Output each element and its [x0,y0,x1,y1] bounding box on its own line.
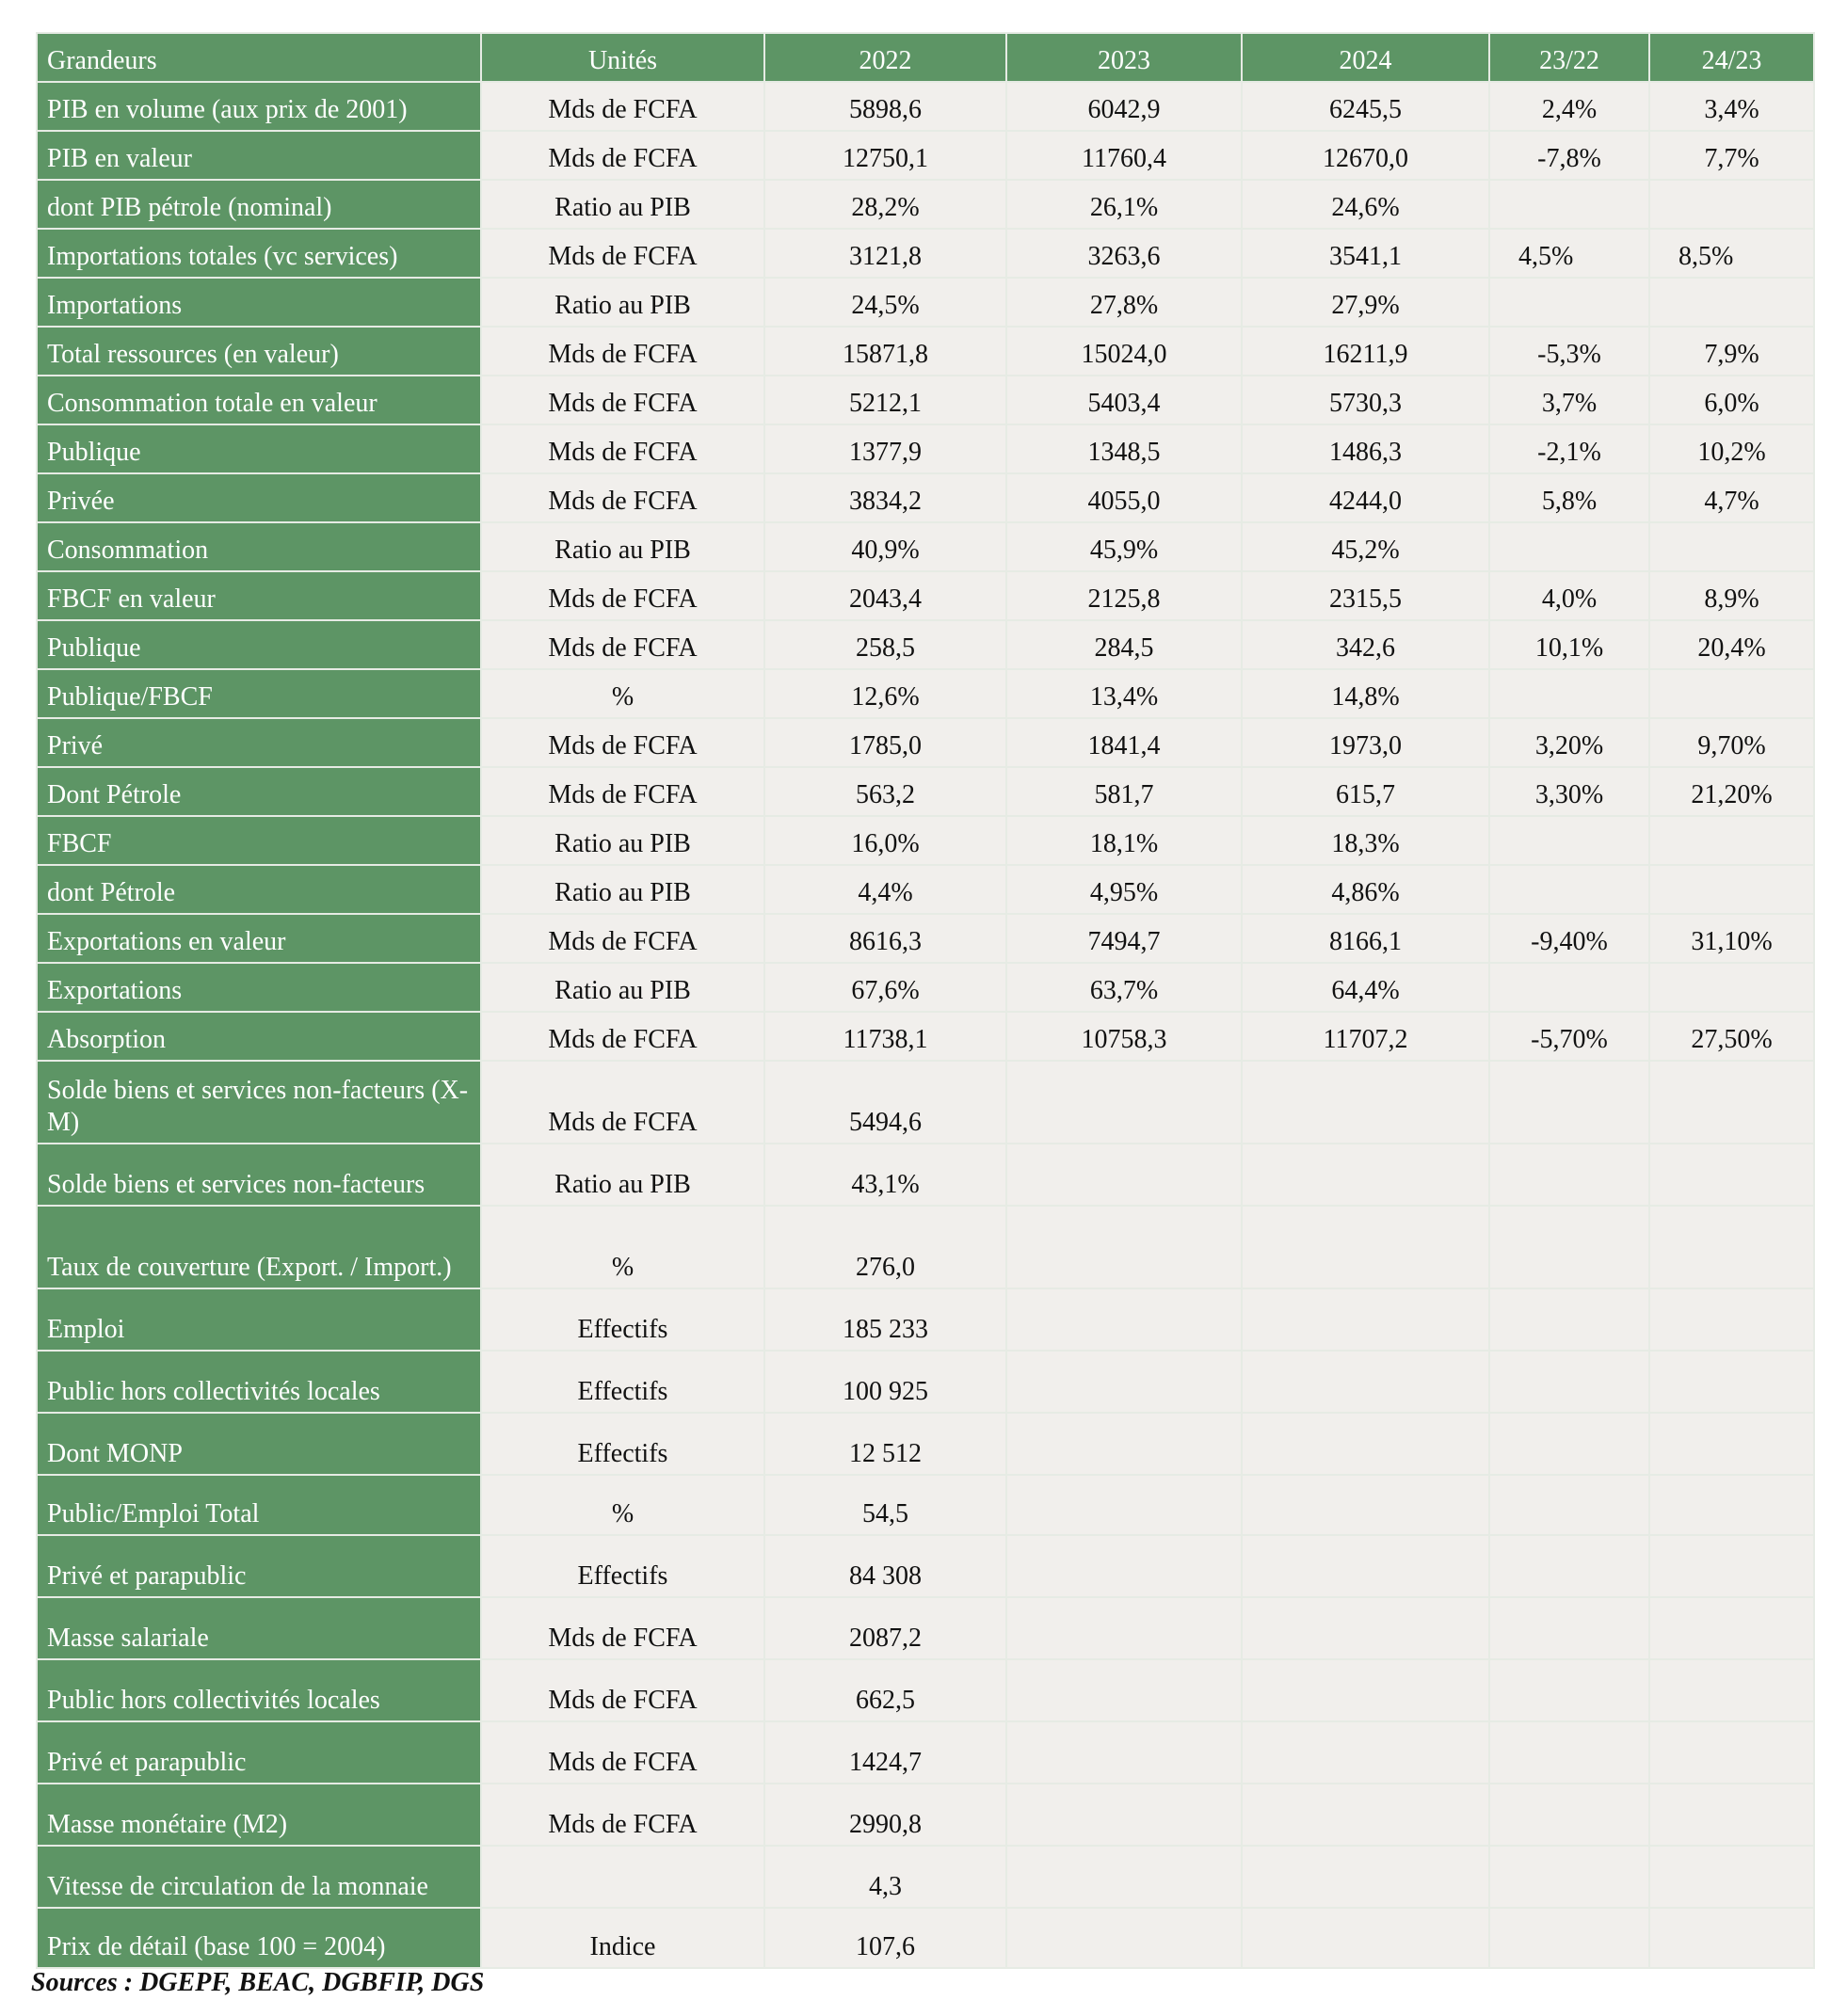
value-cell [1649,1351,1814,1413]
value-cell: 1486,3 [1242,424,1489,473]
value-cell: 5,8% [1489,473,1649,522]
unit-cell: Mds de FCFA [481,1061,764,1144]
value-cell [1006,1475,1242,1535]
value-cell [1242,1721,1489,1784]
value-cell [1489,1597,1649,1659]
table-row [37,1413,1814,1475]
unit-cell: Mds de FCFA [481,424,764,473]
value-cell [1489,1659,1649,1721]
value-cell: 8616,3 [764,914,1006,963]
table-row [37,669,1814,718]
table-row [37,424,1814,473]
value-cell: 12670,0 [1242,131,1489,180]
unit-cell: Mds de FCFA [481,718,764,767]
unit-cell: Ratio au PIB [481,1144,764,1206]
row-label-cell: Dont Pétrole [37,767,481,816]
value-cell [1006,1597,1242,1659]
value-cell [1489,1144,1649,1206]
table-row [37,571,1814,620]
unit-cell: Mds de FCFA [481,571,764,620]
value-cell: 12 512 [764,1413,1006,1475]
row-label-cell: Emploi [37,1288,481,1351]
value-cell: 3,4% [1649,82,1814,131]
value-cell: 21,20% [1649,767,1814,816]
row-label-cell: Prix de détail (base 100 = 2004) [37,1908,481,1968]
row-label-cell: Taux de couverture (Export. / Import.) [37,1206,481,1288]
value-cell: 8,9% [1649,571,1814,620]
value-cell: 2125,8 [1006,571,1242,620]
value-cell: 4,7% [1649,473,1814,522]
value-cell [1649,963,1814,1012]
value-cell [1242,1659,1489,1721]
table-header-row [37,33,1814,82]
table-row [37,718,1814,767]
value-cell: 1424,7 [764,1721,1006,1784]
value-cell: 2043,4 [764,571,1006,620]
unit-cell: Mds de FCFA [481,473,764,522]
table-row [37,1288,1814,1351]
value-cell: 40,9% [764,522,1006,571]
value-cell [1649,1908,1814,1968]
row-label-cell: Importations totales (vc services) [37,229,481,278]
value-cell [1242,1475,1489,1535]
row-label-cell: Solde biens et services non-facteurs [37,1144,481,1206]
table-row [37,1351,1814,1413]
value-cell: 63,7% [1006,963,1242,1012]
value-cell [1649,1846,1814,1908]
value-cell [1489,865,1649,914]
table-row [37,865,1814,914]
value-cell: 3,7% [1489,376,1649,424]
value-cell: 27,50% [1649,1012,1814,1061]
value-cell: 6,0% [1649,376,1814,424]
row-label-cell: PIB en valeur [37,131,481,180]
value-cell: 45,2% [1242,522,1489,571]
value-cell [1489,1784,1649,1846]
unit-cell: Mds de FCFA [481,1784,764,1846]
value-cell: 7,7% [1649,131,1814,180]
value-cell [1242,1784,1489,1846]
value-cell: 5212,1 [764,376,1006,424]
unit-cell: Ratio au PIB [481,278,764,327]
value-cell: 12750,1 [764,131,1006,180]
value-cell: 45,9% [1006,522,1242,571]
value-cell [1242,1535,1489,1597]
unit-cell: Mds de FCFA [481,131,764,180]
value-cell [1649,1659,1814,1721]
unit-cell: Mds de FCFA [481,229,764,278]
header-cell: Unités [481,33,764,82]
value-cell [1649,1535,1814,1597]
unit-cell: Mds de FCFA [481,1659,764,1721]
header-cell: 2023 [1006,33,1242,82]
row-label-cell: Exportations en valeur [37,914,481,963]
unit-cell: Indice [481,1908,764,1968]
header-cell: Grandeurs [37,33,481,82]
value-cell [1006,1721,1242,1784]
value-cell [1489,1721,1649,1784]
value-cell: 276,0 [764,1206,1006,1288]
value-cell: 16,0% [764,816,1006,865]
value-cell [1649,1721,1814,1784]
value-cell: 15024,0 [1006,327,1242,376]
value-cell [1006,1351,1242,1413]
value-cell [1489,816,1649,865]
value-cell: 24,5% [764,278,1006,327]
table-row [37,1721,1814,1784]
value-cell: 5494,6 [764,1061,1006,1144]
value-cell: 563,2 [764,767,1006,816]
value-cell: 4,0% [1489,571,1649,620]
unit-cell: Effectifs [481,1413,764,1475]
value-cell: 24,6% [1242,180,1489,229]
value-cell: 15871,8 [764,327,1006,376]
value-cell: 8166,1 [1242,914,1489,963]
row-label-cell: dont PIB pétrole (nominal) [37,180,481,229]
value-cell: 4055,0 [1006,473,1242,522]
row-label-cell: Public/Emploi Total [37,1475,481,1535]
table-row [37,1659,1814,1721]
row-label-cell: Dont MONP [37,1413,481,1475]
value-cell: 67,6% [764,963,1006,1012]
value-cell: 12,6% [764,669,1006,718]
value-cell: 54,5 [764,1475,1006,1535]
unit-cell [481,1846,764,1908]
value-cell: 1348,5 [1006,424,1242,473]
value-cell [1649,1413,1814,1475]
value-cell: 18,3% [1242,816,1489,865]
value-cell [1649,865,1814,914]
unit-cell: Mds de FCFA [481,327,764,376]
table-row [37,1597,1814,1659]
value-cell [1006,1784,1242,1846]
row-label-cell: Solde biens et services non-facteurs (X-M) [37,1061,481,1144]
table-row [37,82,1814,131]
value-cell [1006,1908,1242,1968]
value-cell: 11760,4 [1006,131,1242,180]
table-row [37,131,1814,180]
value-cell: 1377,9 [764,424,1006,473]
sources-note: Sources : DGEPF, BEAC, DGBFIP, DGS [31,1968,485,1997]
value-cell [1006,1535,1242,1597]
value-cell [1489,1061,1649,1144]
value-cell: 10,2% [1649,424,1814,473]
row-label-cell: Publique [37,620,481,669]
value-cell [1489,963,1649,1012]
value-cell [1489,1206,1649,1288]
table-row [37,1012,1814,1061]
value-cell [1489,180,1649,229]
row-label-cell: Consommation totale en valeur [37,376,481,424]
row-label-cell: Masse salariale [37,1597,481,1659]
value-cell: 43,1% [764,1144,1006,1206]
value-cell: 31,10% [1649,914,1814,963]
table-row [37,522,1814,571]
value-cell [1242,1288,1489,1351]
row-label-cell: Privé et parapublic [37,1721,481,1784]
table-row [37,1784,1814,1846]
value-cell [1649,669,1814,718]
value-cell [1649,1475,1814,1535]
value-cell [1242,1206,1489,1288]
value-cell [1649,278,1814,327]
economic-indicators-table [36,32,1815,1969]
unit-cell: Mds de FCFA [481,1721,764,1784]
value-cell: 3,20% [1489,718,1649,767]
row-label-cell: PIB en volume (aux prix de 2001) [37,82,481,131]
table-row [37,1535,1814,1597]
value-cell [1242,1846,1489,1908]
value-cell: 20,4% [1649,620,1814,669]
value-cell: 4244,0 [1242,473,1489,522]
unit-cell: % [481,1206,764,1288]
row-label-cell: Vitesse de circulation de la monnaie [37,1846,481,1908]
value-cell: 5730,3 [1242,376,1489,424]
value-cell: 27,8% [1006,278,1242,327]
table-row [37,1061,1814,1144]
row-label-cell: Public hors collectivités locales [37,1351,481,1413]
table-row [37,278,1814,327]
value-cell: 4,3 [764,1846,1006,1908]
value-cell: 4,86% [1242,865,1489,914]
value-cell: -9,40% [1489,914,1649,963]
table-row [37,620,1814,669]
value-cell [1242,1351,1489,1413]
value-cell: 10,1% [1489,620,1649,669]
unit-cell: Mds de FCFA [481,914,764,963]
value-cell: 3121,8 [764,229,1006,278]
value-cell [1649,1144,1814,1206]
unit-cell: Effectifs [481,1535,764,1597]
unit-cell: Mds de FCFA [481,620,764,669]
value-cell: 64,4% [1242,963,1489,1012]
value-cell: 3834,2 [764,473,1006,522]
unit-cell: Effectifs [481,1351,764,1413]
unit-cell: Mds de FCFA [481,1597,764,1659]
value-cell [1489,522,1649,571]
value-cell: 28,2% [764,180,1006,229]
value-cell [1489,1413,1649,1475]
value-cell: 662,5 [764,1659,1006,1721]
value-cell: 13,4% [1006,669,1242,718]
value-cell [1006,1288,1242,1351]
value-cell [1489,1535,1649,1597]
unit-cell: Ratio au PIB [481,180,764,229]
value-cell [1006,1206,1242,1288]
value-cell: 27,9% [1242,278,1489,327]
value-cell [1649,1061,1814,1144]
row-label-cell: Privé et parapublic [37,1535,481,1597]
table-row [37,963,1814,1012]
value-cell [1649,522,1814,571]
value-cell [1242,1413,1489,1475]
value-cell [1242,1144,1489,1206]
value-cell: -7,8% [1489,131,1649,180]
unit-cell: % [481,1475,764,1535]
unit-cell: Ratio au PIB [481,522,764,571]
value-cell: -2,1% [1489,424,1649,473]
value-cell [1006,1659,1242,1721]
value-cell: 2315,5 [1242,571,1489,620]
row-label-cell: Privé [37,718,481,767]
value-cell: -5,3% [1489,327,1649,376]
unit-cell: Mds de FCFA [481,767,764,816]
value-cell: 11738,1 [764,1012,1006,1061]
value-cell [1489,1351,1649,1413]
table-row [37,376,1814,424]
row-label-cell: FBCF en valeur [37,571,481,620]
value-cell: 9,70% [1649,718,1814,767]
value-cell: 284,5 [1006,620,1242,669]
table-row [37,816,1814,865]
row-label-cell: Publique [37,424,481,473]
value-cell [1242,1908,1489,1968]
value-cell [1489,1475,1649,1535]
row-label-cell: Publique/FBCF [37,669,481,718]
table-row [37,1846,1814,1908]
value-cell [1489,1908,1649,1968]
value-cell: 4,4% [764,865,1006,914]
value-cell: 4,95% [1006,865,1242,914]
value-cell: 3263,6 [1006,229,1242,278]
unit-cell: Ratio au PIB [481,865,764,914]
value-cell [1649,1206,1814,1288]
unit-cell: % [481,669,764,718]
value-cell: 2990,8 [764,1784,1006,1846]
value-cell [1242,1597,1489,1659]
value-cell: 342,6 [1242,620,1489,669]
value-cell [1006,1413,1242,1475]
row-label-cell: Public hors collectivités locales [37,1659,481,1721]
row-label-cell: Exportations [37,963,481,1012]
unit-cell: Mds de FCFA [481,376,764,424]
value-cell: 5403,4 [1006,376,1242,424]
value-cell [1649,180,1814,229]
unit-cell: Mds de FCFA [481,1012,764,1061]
value-cell [1649,816,1814,865]
table-row [37,1475,1814,1535]
value-cell: 1841,4 [1006,718,1242,767]
value-cell [1006,1846,1242,1908]
value-cell: 7,9% [1649,327,1814,376]
header-cell: 23/22 [1489,33,1649,82]
table-row [37,914,1814,963]
value-cell [1006,1144,1242,1206]
value-cell [1489,669,1649,718]
table-row [37,180,1814,229]
value-cell [1489,278,1649,327]
value-cell: 11707,2 [1242,1012,1489,1061]
value-cell: 2087,2 [764,1597,1006,1659]
value-cell: 16211,9 [1242,327,1489,376]
unit-cell: Mds de FCFA [481,82,764,131]
value-cell: 3,30% [1489,767,1649,816]
value-cell: 6042,9 [1006,82,1242,131]
unit-cell: Ratio au PIB [481,816,764,865]
table-row [37,229,1814,278]
header-cell: 2022 [764,33,1006,82]
data-table-container [36,32,1813,1969]
row-label-cell: Total ressources (en valeur) [37,327,481,376]
row-label-cell: Importations [37,278,481,327]
value-cell: 10758,3 [1006,1012,1242,1061]
value-cell: 615,7 [1242,767,1489,816]
value-cell [1649,1784,1814,1846]
unit-cell: Ratio au PIB [481,963,764,1012]
value-cell [1649,1288,1814,1351]
value-cell: 6245,5 [1242,82,1489,131]
header-cell: 2024 [1242,33,1489,82]
table-row [37,1144,1814,1206]
table-row [37,1206,1814,1288]
value-cell: 100 925 [764,1351,1006,1413]
value-cell [1649,1597,1814,1659]
value-cell: 258,5 [764,620,1006,669]
value-cell: 7494,7 [1006,914,1242,963]
unit-cell: Effectifs [481,1288,764,1351]
header-cell: 24/23 [1649,33,1814,82]
value-cell: 8,5% [1649,229,1814,278]
value-cell: 107,6 [764,1908,1006,1968]
value-cell: 185 233 [764,1288,1006,1351]
value-cell: 14,8% [1242,669,1489,718]
row-label-cell: Consommation [37,522,481,571]
row-label-cell: Privée [37,473,481,522]
value-cell [1489,1288,1649,1351]
value-cell: 4,5% [1489,229,1649,278]
value-cell: 84 308 [764,1535,1006,1597]
value-cell: 1785,0 [764,718,1006,767]
value-cell: 581,7 [1006,767,1242,816]
table-row [37,473,1814,522]
row-label-cell: dont Pétrole [37,865,481,914]
value-cell: 5898,6 [764,82,1006,131]
row-label-cell: Masse monétaire (M2) [37,1784,481,1846]
value-cell: 1973,0 [1242,718,1489,767]
table-body [37,82,1814,1968]
value-cell [1006,1061,1242,1144]
row-label-cell: Absorption [37,1012,481,1061]
table-row [37,327,1814,376]
value-cell: 18,1% [1006,816,1242,865]
value-cell: -5,70% [1489,1012,1649,1061]
value-cell [1489,1846,1649,1908]
value-cell: 3541,1 [1242,229,1489,278]
value-cell [1242,1061,1489,1144]
table-row [37,767,1814,816]
table-row [37,1908,1814,1968]
value-cell: 2,4% [1489,82,1649,131]
value-cell: 26,1% [1006,180,1242,229]
row-label-cell: FBCF [37,816,481,865]
